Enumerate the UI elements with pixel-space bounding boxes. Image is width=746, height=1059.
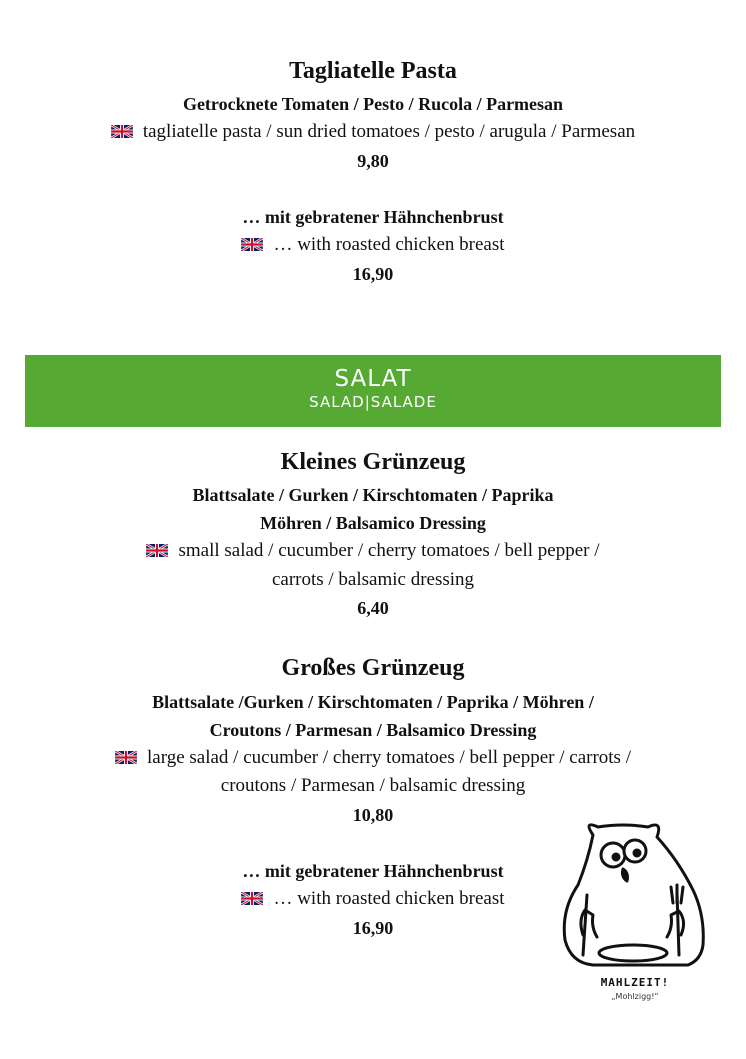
section-subtitle: SALAD|SALADE [309,393,437,411]
pasta-addon-de: … mit gebratener Hähnchenbrust [242,207,504,227]
english-text: tagliatelle pasta / sun dried tomatoes / pesto / arugula / Parmesan [142,121,636,142]
grosses-description-en-1 [0,744,746,772]
english-text: … with roasted chicken breast [273,888,505,909]
grosses-addon-de: … mit gebratener Hähnchenbrust [242,861,504,881]
grosses-price: 10,80 [352,805,394,825]
kleines-description-de-2: Möhren / Balsamico Dressing [260,513,486,533]
kleines-description-en-2: carrots / balsamic dressing [271,569,475,590]
english-text: large salad / cucumber / cherry tomatoes / bell pepper / carrots / [147,747,631,768]
dish-title: Kleines Grünzeug [280,449,466,475]
uk-flag-icon [241,892,263,905]
pasta-description-en [0,118,746,146]
pasta-addon-price: 16,90 [352,264,394,284]
section-title: SALAT [334,366,412,392]
mascot-label: MAHLZEIT! [600,976,670,989]
kleines-price: 6,40 [357,598,389,618]
kleines-description-en-1 [0,537,746,565]
salat-section-header [25,355,721,427]
uk-flag-icon [146,544,168,557]
uk-flag-icon [115,751,137,764]
uk-flag-icon [111,125,133,138]
grosses-title-row [0,653,746,683]
uk-flag-icon [241,238,263,251]
grosses-description-de-1: Blattsalate /Gurken / Kirschtomaten / Paprika / Möhren / [152,692,594,712]
kleines-description-de-1: Blattsalate / Gurken / Kirschtomaten / Paprika [192,485,554,505]
pasta-title [0,56,746,86]
mascot-sublabel: „Mohlzigg!“ [611,992,659,1001]
pasta-addon-en [0,231,746,259]
kleines-title-row [0,447,746,477]
pasta-description-de: Getrocknete Tomaten / Pesto / Rucola / Parmesan [182,94,564,114]
english-text: small salad / cucumber / cherry tomatoes / bell pepper / [178,540,600,561]
grosses-description-de-2: Croutons / Parmesan / Balsamico Dressing [209,720,537,740]
grosses-description-en-2: croutons / Parmesan / balsamic dressing [220,775,526,796]
dish-title: Tagliatelle Pasta [289,58,457,84]
english-text: … with roasted chicken breast [273,234,505,255]
pasta-price: 9,80 [357,151,389,171]
grosses-addon-price: 16,90 [352,918,394,938]
dish-title: Großes Grünzeug [281,655,465,681]
